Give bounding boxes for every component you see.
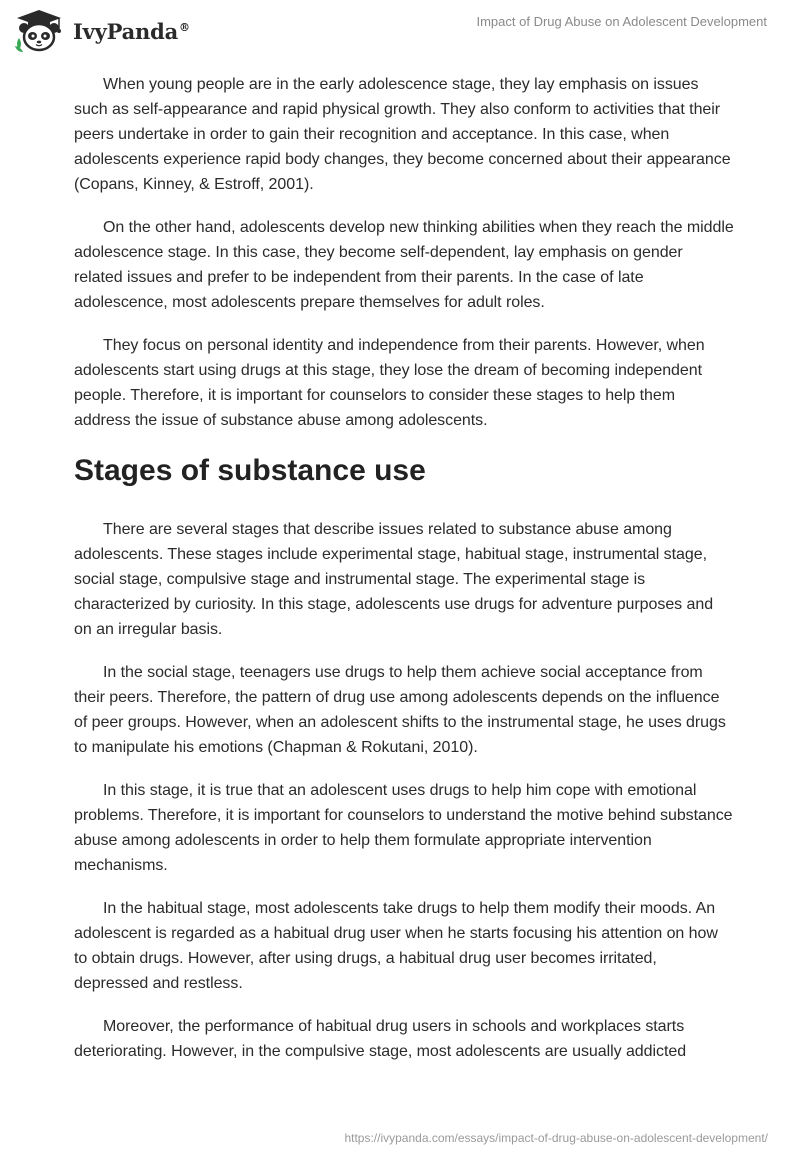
ivypanda-logo[interactable]: [13, 8, 190, 54]
paragraph: They focus on personal identity and independence from their parents. However, when adolescents start using drugs at this stage, they lose the dream of becoming independent people. Therefore, it is important for counselors to consider these stages to help them address the issue of substance abuse among adolescents.: [74, 337, 705, 429]
essay-content: [74, 72, 734, 1082]
paragraph: In the social stage, teenagers use drugs to help them achieve social acceptance from their peers. Therefore, the pattern of drug use among adolescents depends on the influence of peer groups. However, when an adolescent shifts to the instrumental stage, he uses drugs to manipulate his emotions (Chapman & Rokutani, 2010).: [74, 664, 726, 756]
section-heading: Stages of substance use: [74, 454, 426, 487]
registered-mark: ®: [179, 20, 190, 34]
paragraph: In this stage, it is true that an adolescent uses drugs to help him cope with emotional problems. Therefore, it is important for counselors to understand the motive behind substance abuse among adolescents in order to help them formulate appropriate intervention mechanisms.: [74, 782, 733, 874]
paragraph: In the habitual stage, most adolescents take drugs to help them modify their moods. An adolescent is regarded as a habitual drug user when he starts focusing his attention on how to obtain drugs. However, after using drugs, a habitual drug user becomes irritated, depressed and restless.: [74, 900, 718, 992]
paragraph: Moreover, the performance of habitual drug users in schools and workplaces starts deteriorating. However, in the compulsive stage, most adolescents are usually addicted: [74, 1018, 687, 1060]
panda-graduate-icon: [13, 8, 65, 54]
document-title: Impact of Drug Abuse on Adolescent Development: [476, 14, 767, 29]
brand-name: IvyPanda®: [73, 18, 190, 44]
paragraph: There are several stages that describe issues related to substance abuse among adolescents. These stages include experimental stage, habitual stage, instrumental stage, social stage, compulsive stage and instrumental stage. The experimental stage is characterized by curiosity. In this stage, adolescents use drugs for adventure purposes and on an irregular basis.: [74, 521, 714, 638]
page-header: [0, 0, 800, 70]
paragraph: On the other hand, adolescents develop new thinking abilities when they reach the middle adolescence stage. In this case, they become self-dependent, lay emphasis on gender related issues and prefer to be independent from their parents. In the case of late adolescence, most adolescents prepare themselves for adult roles.: [74, 219, 734, 311]
source-url[interactable]: https://ivypanda.com/essays/impact-of-drug-abuse-on-adolescent-development/: [344, 1131, 768, 1145]
paragraph: When young people are in the early adolescence stage, they lay emphasis on issues such as self-appearance and rapid physical growth. They also conform to activities that their peers undertake in order to gain their recognition and acceptance. In this case, when adolescents experience rapid body changes, they become concerned about their appearance (Copans, Kinney, & Estroff, 2001).: [74, 76, 731, 193]
